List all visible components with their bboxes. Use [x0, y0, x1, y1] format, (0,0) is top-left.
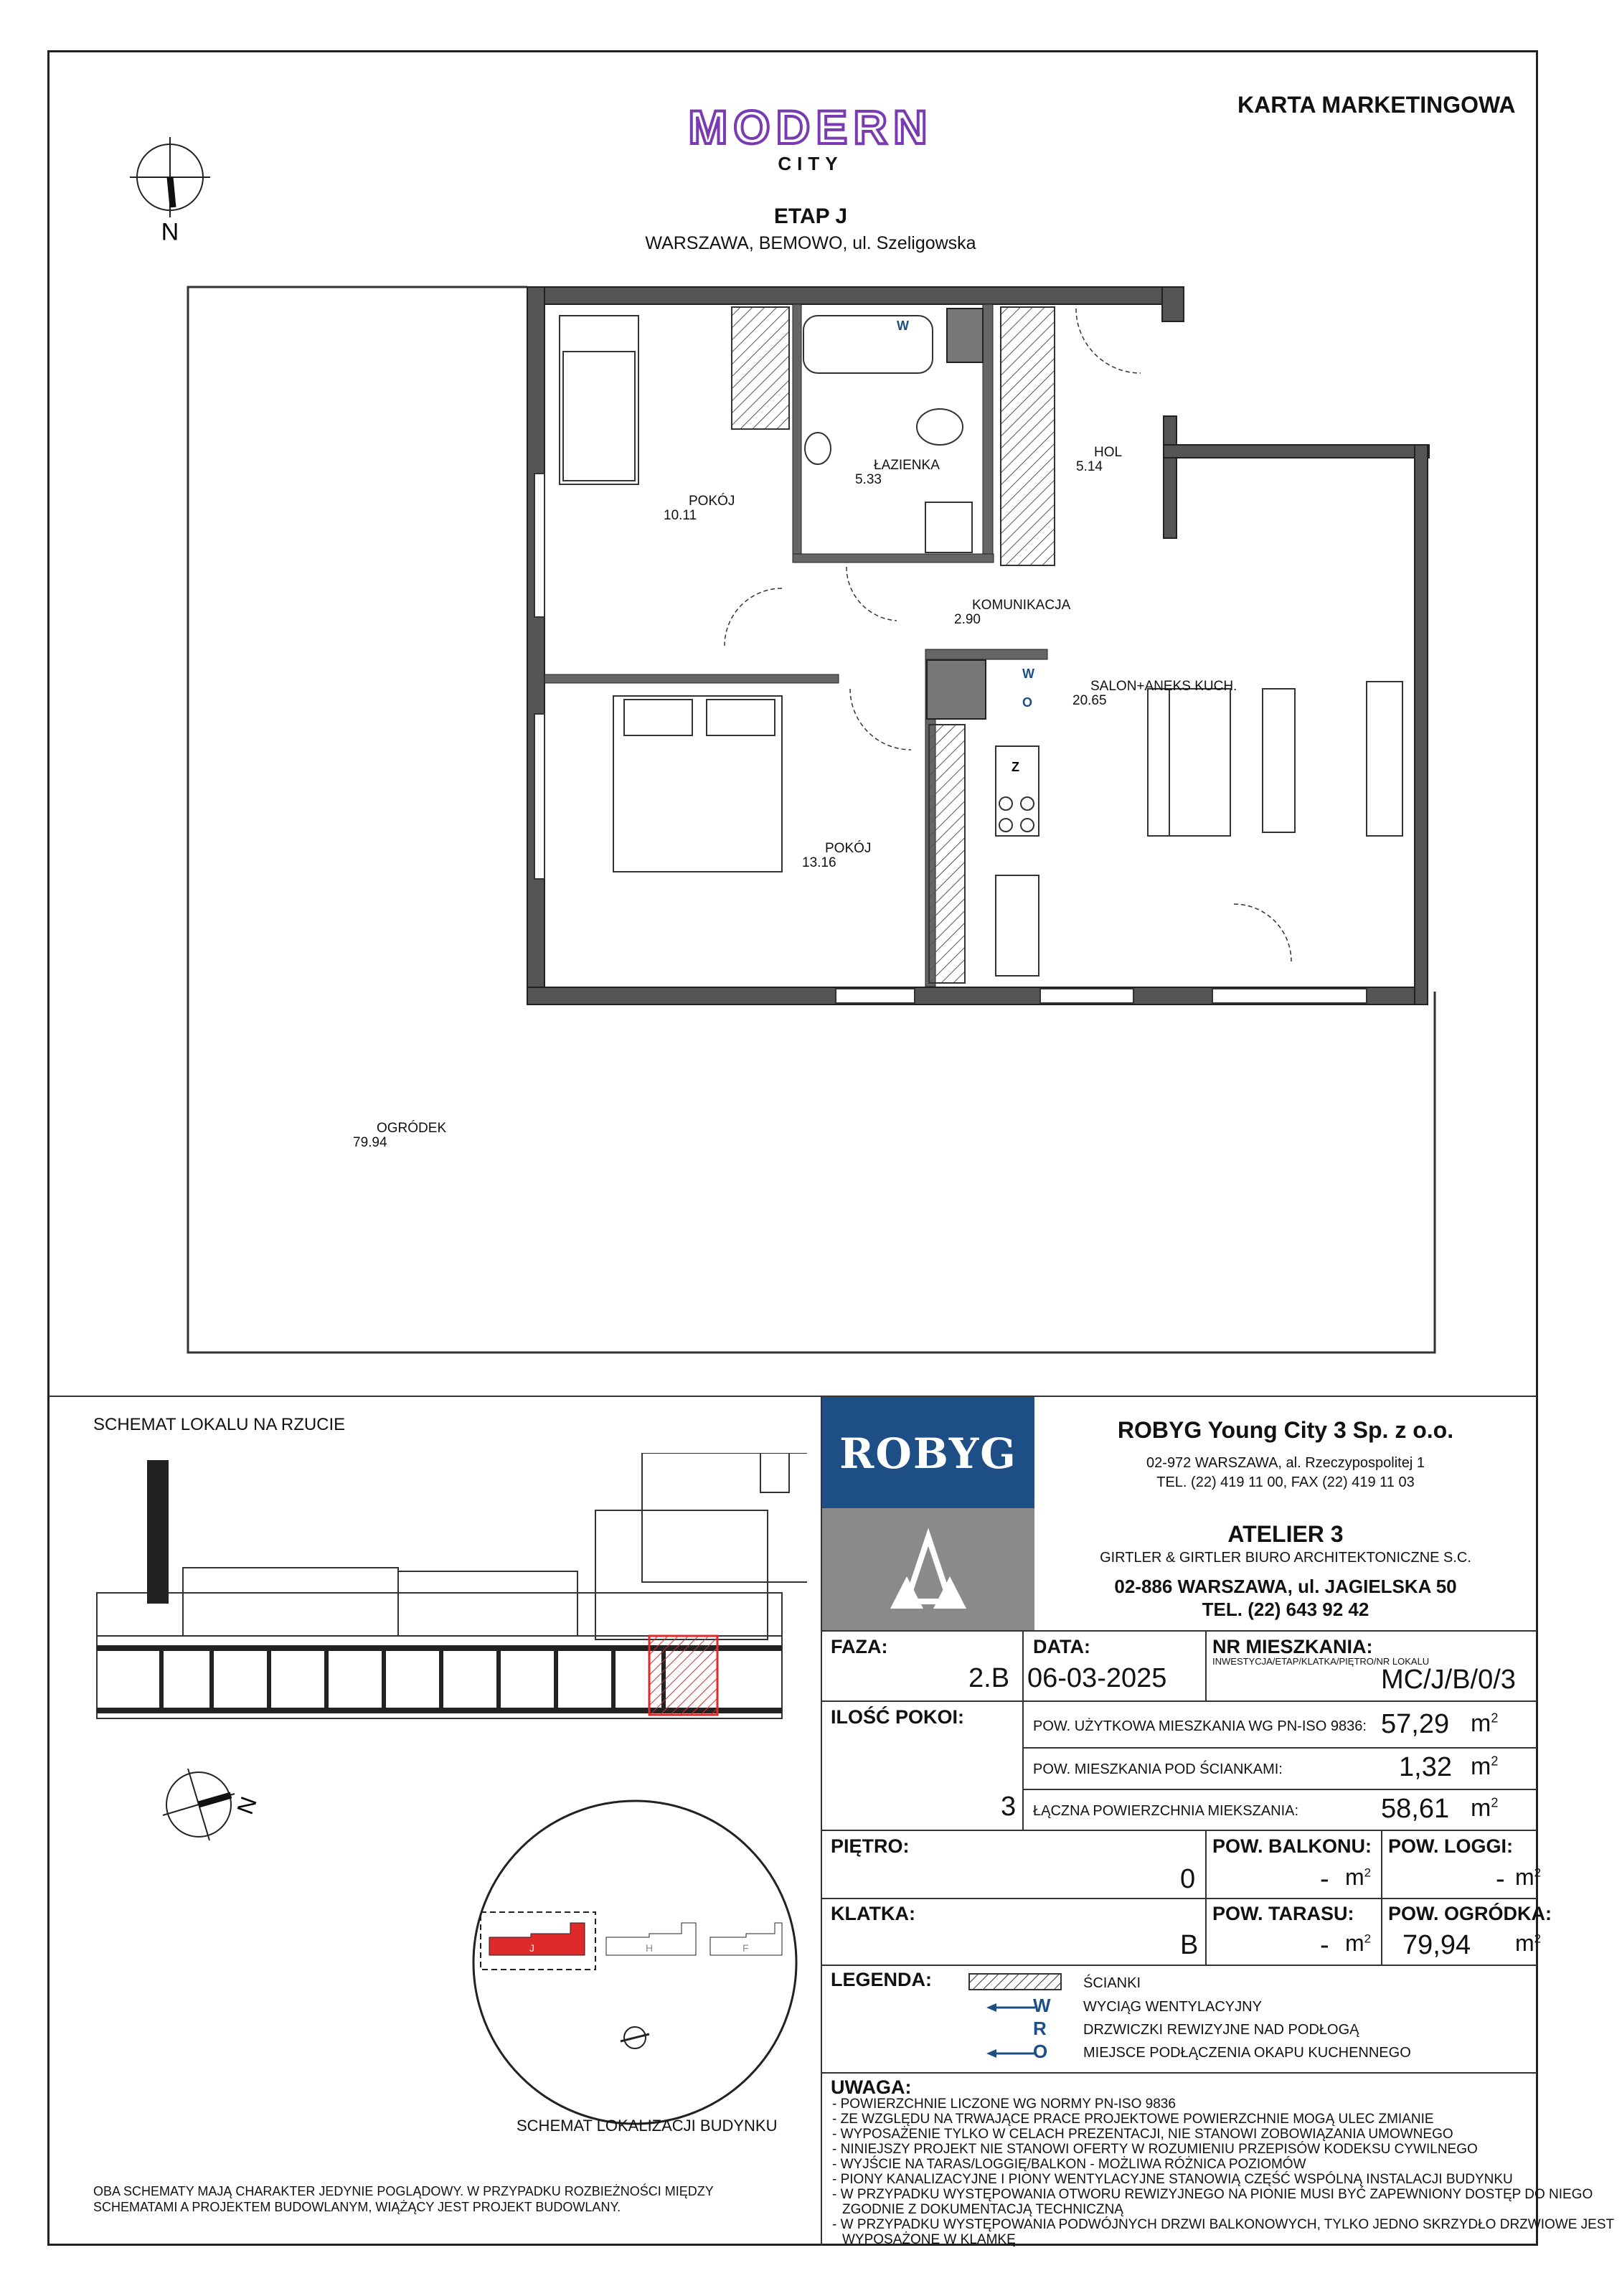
klatka-label: KLATKA:	[831, 1903, 915, 1924]
loggia-unit: $m^2$	[1515, 1864, 1542, 1890]
room-lazienka-area: 5.33	[855, 472, 882, 487]
building-label-j: J	[529, 1942, 534, 1954]
note-item: - W PRZYPADKU WYSTĘPOWANIA PODWÓJNYCH DRZWI BALKONOWYCH, TYLKO JEDNO SKRZYDŁO DRZWIOWE JEST	[832, 2217, 1615, 2232]
note-item: - WYJŚCIE NA TARAS/LOGGIĘ/BALKON - MOŻLIWA RÓŻNICA POZIOMÓW	[832, 2157, 1306, 2172]
room-komunikacja-area: 2.90	[954, 612, 981, 627]
room-ogrodek-area: 79.94	[353, 1135, 387, 1150]
section-divider	[49, 1396, 1537, 1397]
floor-plan	[179, 280, 1456, 1374]
stove	[999, 797, 1034, 832]
room-hol-name: HOL	[1094, 445, 1123, 460]
stage-title: ETAP J	[773, 204, 848, 228]
legend-symbol-o: O	[1033, 2041, 1048, 2062]
nr-label: NR MIESZKANIA:	[1212, 1636, 1373, 1657]
pokoi-value: 3	[1001, 1792, 1017, 1822]
notes-list	[832, 2097, 1615, 2247]
legend-item-door: DRZWICZKI REWIZYJNE NAD PODŁOGĄ	[1083, 2022, 1359, 2038]
balkon-value: -	[1320, 1864, 1329, 1894]
loggia-value: -	[1496, 1864, 1505, 1894]
building-label-h: H	[646, 1942, 654, 1954]
plan-w1: W	[897, 319, 909, 333]
area-total-label: ŁĄCZNA POWIERZCHNIA MIEKSZANIA:	[1033, 1803, 1299, 1819]
unit-location-marker	[649, 1636, 717, 1715]
schemat-budynku-title: SCHEMAT LOKALIZACJI BUDYNKU	[517, 2117, 778, 2135]
plan-z: Z	[1012, 760, 1019, 774]
room-komunikacja-name: KOMUNIKACJA	[972, 598, 1071, 613]
legend-item-hood: MIEJSCE PODŁĄCZENIA OKAPU KUCHENNEGO	[1083, 2045, 1411, 2061]
interior-walls	[544, 304, 1047, 987]
architect-name: ATELIER 3	[1227, 1521, 1344, 1547]
area-walls-unit: $m^2$	[1471, 1753, 1499, 1780]
developer-name: ROBYG Young City 3 Sp. z o.o.	[1117, 1417, 1454, 1443]
compass-main	[126, 133, 233, 251]
faza-value: 2.B	[968, 1663, 1010, 1693]
balkon-label: POW. BALKONU:	[1212, 1835, 1372, 1857]
architect-firm: GIRTLER & GIRTLER BIURO ARCHITEKTONICZNE S.C.	[1100, 1550, 1471, 1566]
plan-w2: W	[1022, 667, 1034, 681]
legend-hatch-icon	[968, 1973, 1062, 1990]
note-item: - PIONY KANALIZACYJNE I PIONY WENTYLACYJNE STANOWIĄ CZĘŚĆ WSPÓLNĄ INSTALACJI BUDYNKU	[832, 2172, 1513, 2187]
schemat-rzut-drawing	[90, 1453, 807, 1744]
balkon-unit: $m^2$	[1345, 1864, 1372, 1890]
developer-address: 02-972 WARSZAWA, al. Rzeczypospolitej 1	[1146, 1455, 1425, 1471]
building-label-f: F	[742, 1942, 749, 1954]
legend-hatch-swatch	[968, 1973, 1062, 1994]
area-walls-label: POW. MIESZKANIA POD ŚCIANKAMI:	[1033, 1761, 1283, 1777]
note-item: WYPOSAŻONE W KLAMKĘ	[842, 2232, 1016, 2247]
modern-logo-graphic	[678, 102, 943, 152]
outer-walls	[527, 287, 1429, 1004]
room-lazienka-name: ŁAZIENKA	[874, 458, 940, 473]
note-item: ZGODNIE Z DOKUMENTACJĄ TECHNICZNĄ	[842, 2202, 1123, 2217]
building-location-map	[466, 1794, 803, 2135]
area-usable-label: POW. UŻYTKOWA MIESZKANIA WG PN-ISO 9836:	[1033, 1718, 1367, 1734]
legend-symbol-w: W	[1033, 1995, 1051, 2016]
compass-small	[159, 1765, 267, 1855]
legend-title: LEGENDA:	[831, 1969, 932, 1990]
pokoi-label: ILOŚĆ POKOI:	[831, 1706, 965, 1728]
area-walls-value: 1,32	[1399, 1752, 1452, 1782]
room-pokoj-2-area: 13.16	[802, 855, 836, 870]
hatched-partitions	[732, 307, 1055, 983]
robyg-logo-block	[822, 1397, 1034, 1508]
compass-small-icon	[159, 1765, 267, 1851]
atelier-logo-icon	[822, 1508, 1034, 1630]
architect-phone: TEL. (22) 643 92 42	[1202, 1599, 1369, 1620]
taras-value: -	[1320, 1930, 1329, 1960]
room-ogrodek-name: OGRÓDEK	[377, 1121, 447, 1136]
room-pokoj-2-name: POKÓJ	[825, 841, 872, 856]
data-label: DATA:	[1033, 1636, 1090, 1657]
building-location-drawing	[466, 1794, 803, 2131]
legend-arrow-w-icon	[986, 2000, 1037, 2018]
note-item: - ZE WZGLĘDU NA TRWAJĄCE PRACE PROJEKTOWE POWIERZCHNIE MOGĄ ULEC ZMIANIE	[832, 2112, 1434, 2127]
plan-o: O	[1022, 695, 1033, 710]
disclaimer: OBA SCHEMATY MAJĄ CHARAKTER JEDYNIE POGLĄDOWY. W PRZYPADKU ROZBIEŻNOŚCI MIĘDZY SCHEMATAMI A PROJEKTEM BUDOWLANYM, WIĄŻĄCY JEST PROJEKT BUDOWLANY.	[93, 2184, 714, 2214]
ogrodek-label: POW. OGRÓDKA:	[1388, 1903, 1552, 1924]
room-salon-name: SALON+ANEKS KUCH.	[1090, 679, 1237, 694]
compass-small-label: N	[232, 1793, 262, 1818]
card-title: KARTA MARKETINGOWA	[1237, 92, 1516, 118]
logo-word: MODERN	[688, 102, 933, 152]
loggia-label: POW. LOGGI:	[1388, 1835, 1513, 1857]
nr-sublabel: INWESTYCJA/ETAP/KLATKA/PIĘTRO/NR LOKALU	[1212, 1656, 1430, 1667]
legend-arrow-o-icon	[986, 2046, 1037, 2064]
area-usable-value: 57,29	[1381, 1709, 1450, 1739]
room-pokoj-1-name: POKÓJ	[689, 494, 735, 509]
notes-title: UWAGA:	[831, 2076, 912, 2098]
room-pokoj-1-area: 10.11	[664, 508, 697, 523]
pietro-value: 0	[1180, 1864, 1196, 1894]
furniture	[560, 316, 1402, 976]
developer-phones: TEL. (22) 419 11 00, FAX (22) 419 11 03	[1156, 1474, 1415, 1490]
faza-label: FAZA:	[831, 1636, 888, 1657]
taras-label: POW. TARASU:	[1212, 1903, 1354, 1924]
address-line: WARSZAWA, BEMOWO, ul. Szeligowska	[645, 233, 976, 253]
klatka-value: B	[1180, 1930, 1199, 1960]
note-item: - NINIEJSZY PROJEKT NIE STANOWI OFERTY W ROZUMIENIU PRZEPISÓW KODEKSU CYWILNEGO	[832, 2142, 1478, 2157]
room-salon-area: 20.65	[1072, 693, 1107, 708]
ogrodek-value: 79,94	[1402, 1930, 1471, 1960]
taras-unit: $m^2$	[1345, 1930, 1372, 1956]
compass-icon	[126, 133, 233, 248]
modern-city-logo	[678, 102, 943, 175]
floor-plan-drawing	[179, 280, 1456, 1370]
note-item: - WYPOSAŻENIE TYLKO W CELACH PREZENTACJI, NIE STANOWI ZOBOWIĄZANIA UMOWNEGO	[832, 2127, 1453, 2142]
area-usable-unit: $m^2$	[1471, 1710, 1499, 1737]
ogrodek-unit: $m^2$	[1515, 1930, 1542, 1956]
area-total-value: 58,61	[1381, 1794, 1450, 1824]
nr-value: MC/J/B/0/3	[1381, 1665, 1516, 1695]
area-total-unit: $m^2$	[1471, 1794, 1499, 1822]
legend-item-vent: WYCIĄG WENTYLACYJNY	[1083, 1999, 1262, 2015]
schemat-rzut-title: SCHEMAT LOKALU NA RZUCIE	[93, 1415, 346, 1434]
robyg-logo-text: ROBYG	[839, 1429, 1017, 1478]
building-floor-schematic	[90, 1453, 807, 1740]
room-hol-area: 5.14	[1076, 459, 1103, 474]
pietro-label: PIĘTRO:	[831, 1835, 910, 1857]
architect-address: 02-886 WARSZAWA, ul. JAGIELSKA 50	[1114, 1576, 1457, 1597]
data-value: 06-03-2025	[1027, 1663, 1167, 1693]
legend-symbol-r: R	[1033, 2018, 1047, 2039]
atelier-logo-block	[822, 1508, 1034, 1630]
compass-main-label: N	[161, 217, 179, 245]
note-item: - W PRZYPADKU WYSTĘPOWANIA OTWORU REWIZYJNEGO NA PIONIE MUSI BYĆ ZAPEWNIONY DOSTĘP DO NIEGO	[832, 2187, 1593, 2202]
logo-city: CITY	[778, 153, 844, 174]
note-item: - POWIERZCHNIE LICZONE WG NORMY PN-ISO 9836	[832, 2097, 1176, 2112]
legend-item-walls: ŚCIANKI	[1083, 1975, 1141, 1991]
